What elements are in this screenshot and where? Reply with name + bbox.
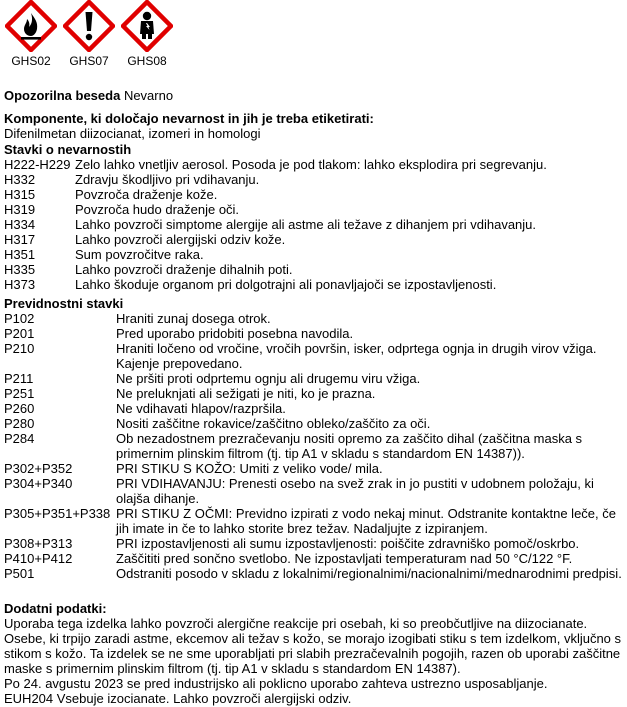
hazard-code: H373: [4, 277, 36, 292]
precaution-code: P308+P313: [4, 536, 73, 551]
precaution-text: Odstraniti posodo v skladu z lokalnimi/regionalnimi/nacionalnimi/mednarodnimi predpisi.: [116, 566, 622, 581]
precaution-code: P201: [4, 326, 35, 341]
ghs-pictograms: [2, 0, 176, 68]
precaution-code: P251: [4, 386, 35, 401]
precaution-code: P210: [4, 341, 35, 356]
precaution-text: Pred uporabo pridobiti posebna navodila.: [116, 326, 354, 341]
precaution-code: P284: [4, 431, 35, 446]
precautionary-statement: [4, 461, 624, 476]
hazard-code: H319: [4, 202, 36, 217]
precautionary-statement: [4, 341, 624, 371]
precaution-code: P211: [4, 371, 34, 386]
precautionary-statement: [4, 311, 624, 326]
precaution-code: P410+P412: [4, 551, 73, 566]
components-heading: Komponente, ki določajo nevarnost in jih je treba etiketirati:: [4, 111, 374, 126]
hazard-text: Lahko škoduje organom pri dolgotrajni ali ponavljajoči se izpostavljenosti.: [75, 277, 497, 292]
precaution-code: P280: [4, 416, 35, 431]
signal-word-label: Opozorilna beseda: [4, 88, 121, 103]
hazard-statement: [4, 232, 624, 247]
precaution-text: Ne pršiti proti odprtemu ognju ali drugemu viru vžiga.: [116, 371, 421, 386]
additional-info-line: Po 24. avgustu 2023 se pred industrijsko ali poklicno uporabo zahteva ustrezno usposabljanje.: [4, 676, 548, 691]
precaution-text: Hraniti zunaj dosega otrok.: [116, 311, 271, 326]
precautionary-statement: [4, 371, 624, 386]
precautionary-statement: [4, 551, 624, 566]
precaution-text: PRI izpostavljenosti ali sumu izpostavljenosti: poiščite zdravniško pomoč/oskrbo.: [116, 536, 580, 551]
hazard-statement: [4, 187, 624, 202]
precautionary-statement: [4, 476, 624, 506]
hazard-text: Povzroča hudo draženje oči.: [75, 202, 240, 217]
precaution-code: P305+P351+P338: [4, 506, 111, 521]
hazard-statement: [4, 217, 624, 232]
hazard-statement: [4, 157, 624, 172]
precautionary-statement: [4, 401, 624, 416]
hazard-text: Zdravju škodljivo pri vdihavanju.: [75, 172, 260, 187]
signal-word: [4, 88, 173, 103]
pictogram-ghs07: [60, 0, 118, 68]
hazard-code: H332: [4, 172, 36, 187]
precaution-code: P102: [4, 311, 35, 326]
additional-info-line: Uporaba tega izdelka lahko povzroči alergične reakcije pri osebah, ki so preobčutljive na diizocianate.: [4, 616, 588, 631]
precautionary-statements-heading: Previdnostni stavki: [4, 296, 124, 311]
hazard-statement: [4, 277, 624, 292]
precautionary-statements-section: [4, 296, 624, 581]
precaution-text: Ne vdihavati hlapov/razpršila.: [116, 401, 286, 416]
flame-icon: [5, 0, 57, 52]
precaution-text: PRI STIKU S KOŽO: Umiti z veliko vode/ mila.: [116, 461, 383, 476]
hazard-code: H317: [4, 232, 36, 247]
precaution-text: Ne preluknjati ali sežigati je niti, ko je prazna.: [116, 386, 376, 401]
precaution-code: P260: [4, 401, 35, 416]
precaution-code: P304+P340: [4, 476, 73, 491]
hazard-statement: [4, 202, 624, 217]
hazard-text: Povzroča draženje kože.: [75, 187, 218, 202]
precaution-text: Ob nezadostnem prezračevanju nositi opremo za zaščito dihal (zaščitna maska s primernim plinskim filtrom (tj. tip A1 v skladu s standardom EN 14387)).: [116, 431, 583, 461]
hazard-code: H334: [4, 217, 36, 232]
precaution-code: P501: [4, 566, 35, 581]
hazard-statement: [4, 247, 624, 262]
hazard-text: Sum povzročitve raka.: [75, 247, 204, 262]
precaution-text: Hraniti ločeno od vročine, vročih površin, isker, odprtega ognja in drugih virov vžiga. Kajenje prepovedano.: [116, 341, 597, 371]
hazard-text: Lahko povzroči simptome alergije ali astme ali težave z dihanjem pri vdihavanju.: [75, 217, 537, 232]
pictogram-ghs02: [2, 0, 60, 68]
precautionary-statement: [4, 536, 624, 551]
additional-info-heading: Dodatni podatki:: [4, 601, 107, 616]
precaution-text: PRI VDIHAVANJU: Prenesti osebo na svež zrak in jo pustiti v udobnem položaju, ki olajša dihanje.: [116, 476, 594, 506]
precaution-text: Zaščititi pred sončno svetlobo. Ne izpostavljati temperaturam nad 50 °C/122 °F.: [116, 551, 573, 566]
precautionary-statement: [4, 326, 624, 341]
precautionary-statement: [4, 431, 624, 461]
precautionary-statement: [4, 506, 624, 536]
pictogram-code: GHS08: [127, 54, 167, 68]
hazard-statements-section: [4, 142, 624, 292]
precaution-text: Nositi zaščitne rokavice/zaščitno obleko/zaščito za oči.: [116, 416, 431, 431]
precaution-code: P302+P352: [4, 461, 73, 476]
health-hazard-icon: [121, 0, 173, 52]
precautionary-statement: [4, 416, 624, 431]
components-section: [4, 111, 624, 141]
pictogram-ghs08: [118, 0, 176, 68]
hazard-code: H351: [4, 247, 36, 262]
exclamation-icon: [63, 0, 115, 52]
additional-info-line: EUH204 Vsebuje izocianate. Lahko povzroči alergijski odziv.: [4, 691, 352, 706]
pictogram-code: GHS07: [69, 54, 109, 68]
pictogram-code: GHS02: [11, 54, 51, 68]
hazard-statement: [4, 172, 624, 187]
signal-word-value: Nevarno: [123, 88, 174, 103]
additional-info-section: [4, 601, 624, 706]
precautionary-statement: [4, 566, 624, 581]
hazard-text: Zelo lahko vnetljiv aerosol. Posoda je pod tlakom: lahko eksplodira pri segrevanju.: [75, 157, 547, 172]
additional-info-line: Osebe, ki trpijo zaradi astme, ekcemov ali težav s kožo, se morajo izogibati stiku s tem izdelkom, vključno s stikom s kožo. Ta izdelek se ne sme uporabljati pri slabih prezračevalnih pogojih, razen ob uporabi zaščitne maske s primernim plinskim filtrom (tj. tip A1 v skladu s standardom EN 14387).: [4, 631, 622, 676]
hazard-code: H315: [4, 187, 36, 202]
precaution-text: PRI STIKU Z OČMI: Previdno izpirati z vodo nekaj minut. Odstranite kontaktne leče, če jih imate in če to lahko storite brez težav. Nadaljujte z izpiranjem.: [116, 506, 616, 536]
hazard-code: H335: [4, 262, 36, 277]
hazard-text: Lahko povzroči draženje dihalnih poti.: [75, 262, 293, 277]
hazard-statement: [4, 262, 624, 277]
hazard-text: Lahko povzroči alergijski odziv kože.: [75, 232, 286, 247]
precautionary-statement: [4, 386, 624, 401]
components-text: Difenilmetan diizocianat, izomeri in homologi: [4, 126, 261, 141]
hazard-code: H222-H229: [4, 157, 71, 172]
hazard-statements-heading: Stavki o nevarnostih: [4, 142, 132, 157]
